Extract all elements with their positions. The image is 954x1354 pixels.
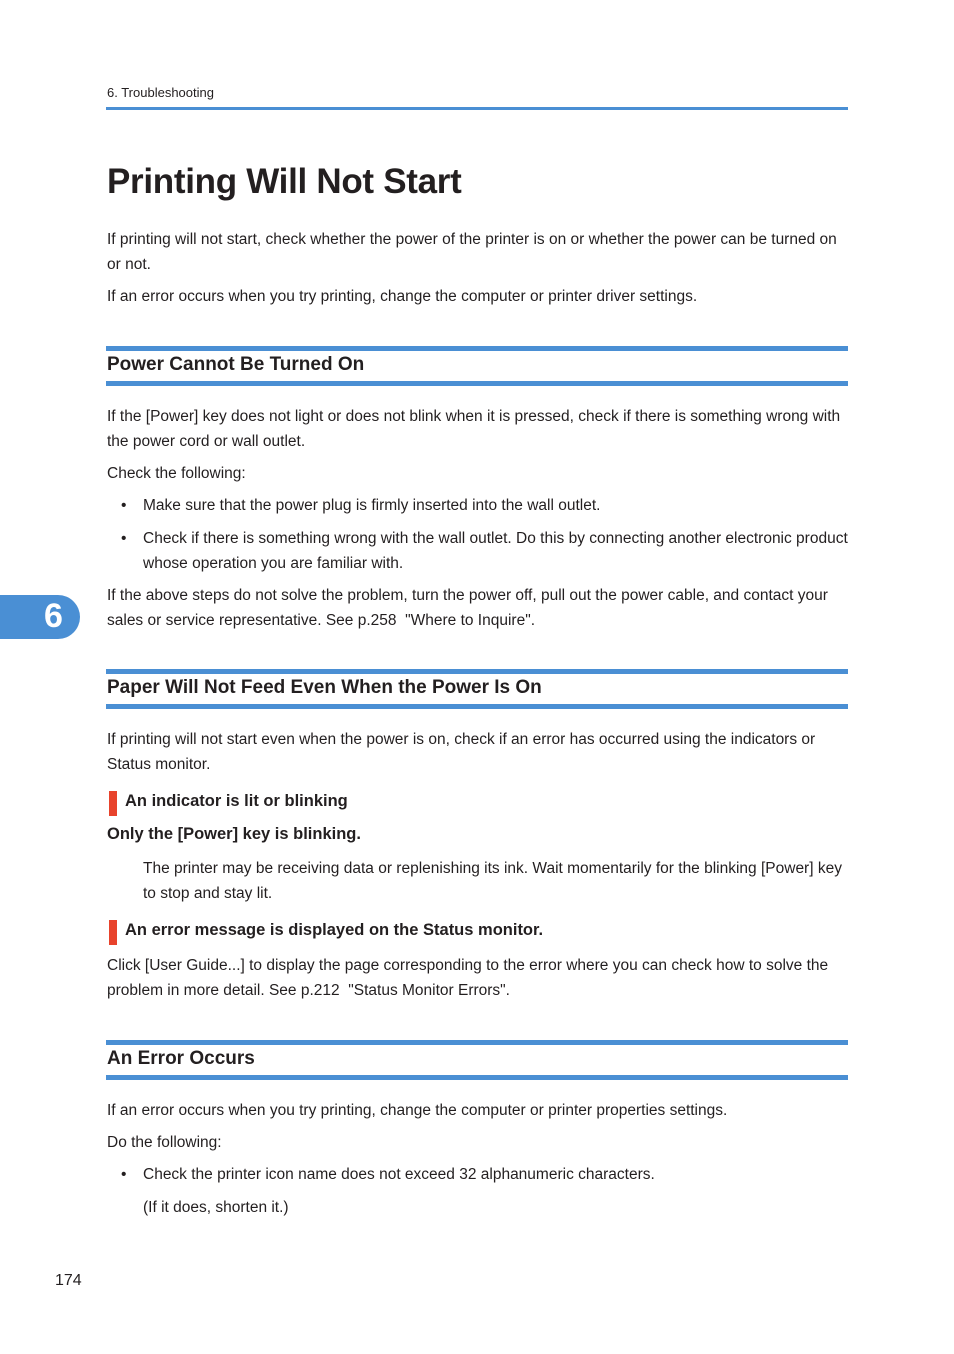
section3-paragraph-2: Do the following: xyxy=(107,1134,222,1151)
intro-paragraph-2: If an error occurs when you try printing, change the computer or printer driver settings. xyxy=(107,288,698,305)
manual-page: 6. Troubleshooting Printing Will Not Start If printing will not start, check whether the power of the printer is on or whether the power can be turned on or not. If an error occurs when you try printing, change the computer or printer driver settings. Power Cannot Be Turned On If the [Power] key does not light or does not blink when it is pressed, check if there is something wrong with the power cord or wall outlet. Check the following: • Make sure that the power plug is firmly inserted into the wall outlet. • Check if there is something wrong with the wall outlet. Do this by connecting another electronic product whose operation you are familiar with. If the above steps do not solve the problem, turn the power off, pull out the power cable, and contact your sales or service representative. See p.258 "Where to Inquire". Paper Will Not Feed Even When the Power Is On If printing will not start even when the power is on, check if an error has occurred using the indicators or Status monitor. An indicator is lit or blinking Only the [Power] key is blinking. The printer may be receiving data or replenishing its ink. Wait momentarily for the blinking [Power] key to stop and stay lit. An error message is displayed on the Status monitor. Click [User Guide...] to display the page corresponding to the error where you can check how to solve the problem in more detail. See p.212 "Status Monitor Errors". An Error Occurs If an error occurs when you try printing, change the computer or printer properties settings. Do the following: • Check the printer icon name does not exceed 32 alphanumeric characters. (If it does, shorten it.) 6 174 xyxy=(0,0,954,1354)
chapter-number: 6 xyxy=(44,597,63,635)
section1-paragraph-3: If the above steps do not solve the problem, turn the power off, pull out the power cable, and contact your sales or service representative. See p.258 "Where to Inquire". xyxy=(107,587,828,629)
section-heading-bar xyxy=(106,346,848,386)
list-item-text: Make sure that the power plug is firmly inserted into the wall outlet. xyxy=(143,497,601,514)
red-marker-icon xyxy=(109,920,117,945)
condition-heading: Only the [Power] key is blinking. xyxy=(107,825,361,843)
section1-paragraph-1: If the [Power] key does not light or does not blink when it is pressed, check if there is something wrong with the power cord or wall outlet. xyxy=(107,408,841,450)
bullet-icon: • xyxy=(121,497,127,514)
section3-note: (If it does, shorten it.) xyxy=(143,1199,289,1216)
section-heading-power-cannot-be-turned-on: Power Cannot Be Turned On xyxy=(107,354,365,375)
red-marker-icon xyxy=(109,791,117,816)
bullet-icon: • xyxy=(121,530,127,547)
chapter-tab xyxy=(0,595,80,639)
section1-paragraph-2: Check the following: xyxy=(107,465,246,482)
section-heading-bar xyxy=(106,1040,848,1080)
header-rule xyxy=(106,107,848,110)
section2-paragraph-2: Click [User Guide...] to display the page corresponding to the error where you can check how to solve the problem in more detail. See p.212 "Status Monitor Errors". xyxy=(107,957,829,999)
section-heading-an-error-occurs: An Error Occurs xyxy=(107,1048,255,1069)
page-number: 174 xyxy=(55,1272,82,1289)
list-item-text: Check the printer icon name does not exceed 32 alphanumeric characters. xyxy=(143,1166,655,1183)
bullet-icon: • xyxy=(121,1166,127,1183)
section2-paragraph-1: If printing will not start even when the power is on, check if an error has occurred using the indicators or Status monitor. xyxy=(107,731,816,773)
condition-description: The printer may be receiving data or replenishing its ink. Wait momentarily for the blinking [Power] key to stop and stay lit. xyxy=(143,860,842,902)
list-item-text: Check if there is something wrong with the wall outlet. Do this by connecting another electronic product whose operation you are familiar with. xyxy=(143,530,848,572)
section3-paragraph-1: If an error occurs when you try printing, change the computer or printer properties settings. xyxy=(107,1102,728,1119)
running-head: 6. Troubleshooting xyxy=(107,85,214,100)
section-heading-bar xyxy=(106,669,848,709)
intro-paragraph-1: If printing will not start, check whether the power of the printer is on or whether the power can be turned on or not. xyxy=(107,231,837,273)
page-title: Printing Will Not Start xyxy=(107,162,462,201)
section-heading-paper-will-not-feed: Paper Will Not Feed Even When the Power Is On xyxy=(107,677,542,698)
